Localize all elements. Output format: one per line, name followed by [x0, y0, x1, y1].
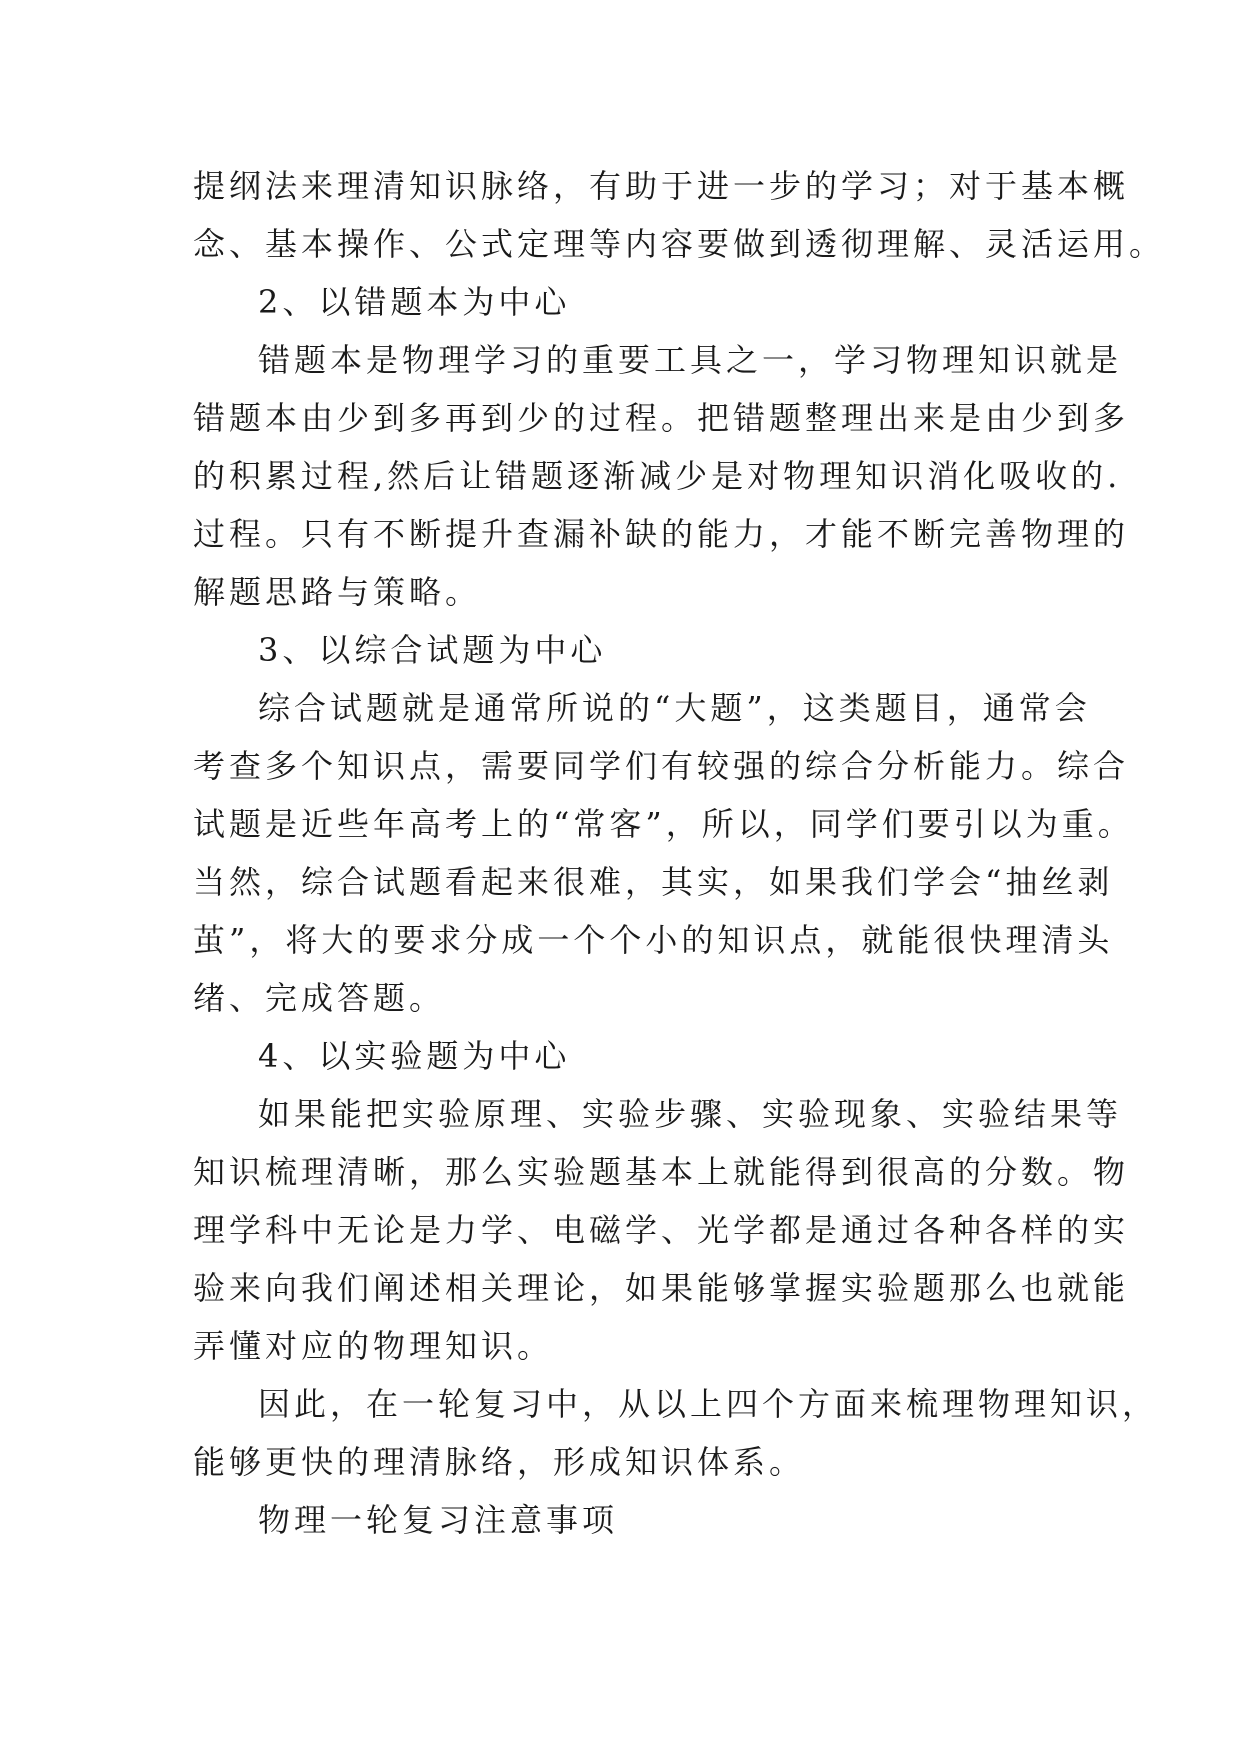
paragraph-line: 过程。只有不断提升查漏补缺的能力，才能不断完善物理的 [193, 515, 1130, 553]
section-heading: 物理一轮复习注意事项 [258, 1501, 619, 1539]
section-heading: 2、以错题本为中心 [258, 283, 571, 321]
paragraph-line: 提纲法来理清知识脉络，有助于进一步的学习；对于基本概 [193, 167, 1130, 205]
paragraph-line: 考查多个知识点，需要同学们有较强的综合分析能力。综合 [193, 747, 1130, 785]
paragraph-line: 理学科中无论是力学、电磁学、光学都是通过各种各样的实 [193, 1211, 1130, 1249]
paragraph-line: 当然，综合试题看起来很难，其实，如果我们学会“抽丝剥 [193, 863, 1114, 901]
paragraph-line: 能够更快的理清脉络，形成知识体系。 [193, 1443, 806, 1481]
paragraph-line: 试题是近些年高考上的“常客”，所以，同学们要引以为重。 [193, 805, 1134, 843]
section-heading: 4、以实验题为中心 [258, 1037, 571, 1075]
paragraph-line: 错题本由少到多再到少的过程。把错题整理出来是由少到多 [193, 399, 1130, 437]
paragraph-line: 弄懂对应的物理知识。 [193, 1327, 554, 1365]
section-heading: 3、以综合试题为中心 [258, 631, 607, 669]
paragraph-line: 绪、完成答题。 [193, 979, 446, 1017]
paragraph-line: 茧”，将大的要求分成一个个小的知识点，就能很快理清头 [193, 921, 1114, 959]
paragraph-line: 因此，在一轮复习中，从以上四个方面来梳理物理知识， [258, 1385, 1159, 1423]
paragraph-line: 如果能把实验原理、实验步骤、实验现象、实验结果等 [258, 1095, 1123, 1133]
paragraph-line: 的积累过程,然后让错题逐渐减少是对物理知识消化吸收的. [193, 457, 1122, 495]
paragraph-line: 错题本是物理学习的重要工具之一，学习物理知识就是 [258, 341, 1123, 379]
paragraph-line: 解题思路与策略。 [193, 573, 482, 611]
paragraph-line: 念、基本操作、公式定理等内容要做到透彻理解、灵活运用。 [193, 225, 1166, 263]
paragraph-line: 验来向我们阐述相关理论，如果能够掌握实验题那么也就能 [193, 1269, 1130, 1307]
paragraph-line: 知识梳理清晰，那么实验题基本上就能得到很高的分数。物 [193, 1153, 1130, 1191]
paragraph-line: 综合试题就是通常所说的“大题”，这类题目，通常会 [258, 689, 1091, 727]
